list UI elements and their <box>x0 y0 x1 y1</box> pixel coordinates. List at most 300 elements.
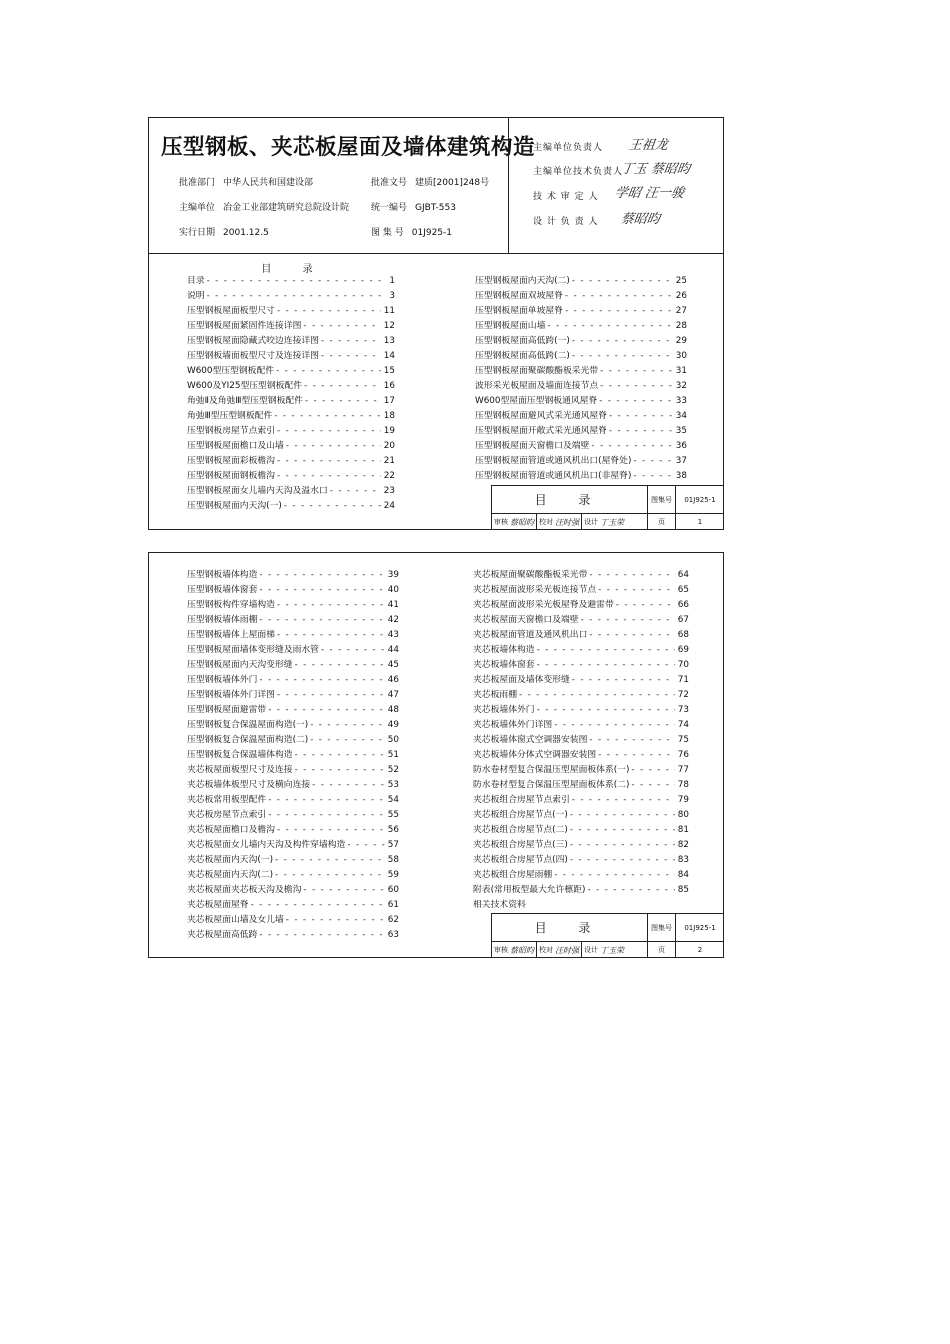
toc-entry-page: 74 <box>677 720 689 730</box>
toc-entry-title: 压型钢板屋面内天沟(二) <box>475 276 570 286</box>
design-signature: 丁玉荣 <box>600 945 624 955</box>
toc-entry-title: 夹芯板屋面天窗檐口及端壁 <box>473 615 579 625</box>
toc-entry <box>475 469 687 484</box>
dot-leader <box>545 319 673 334</box>
dot-leader <box>275 598 385 613</box>
dot-leader <box>319 334 381 349</box>
toc-entry-page: 40 <box>387 585 399 595</box>
toc-column-left <box>187 568 399 943</box>
dot-leader <box>284 913 385 928</box>
toc-entry-page: 31 <box>675 366 687 376</box>
toc-entry <box>475 289 687 304</box>
toc-entry-title: 夹芯板屋面内天沟(一) <box>187 855 274 865</box>
toc-entry <box>187 598 399 613</box>
toc-entry-page: 18 <box>383 411 395 421</box>
toc-entry-page: 68 <box>677 630 689 640</box>
dot-leader <box>266 703 385 718</box>
toc-entry <box>473 883 689 898</box>
toc-entry <box>187 688 399 703</box>
toc-entry <box>473 688 689 703</box>
toc-entry-title: 压型钢板屋面内天沟(一) <box>187 501 282 511</box>
toc-entry <box>187 379 395 394</box>
review-label: 审核 <box>494 946 508 954</box>
toc-entry <box>187 274 395 289</box>
toc-entry <box>473 628 689 643</box>
toc-entry <box>475 454 687 469</box>
toc-entry <box>187 913 399 928</box>
toc-entry <box>187 424 395 439</box>
dot-leader <box>607 424 673 439</box>
dot-leader <box>272 409 381 424</box>
toc-entry-page: 41 <box>387 600 399 610</box>
toc-entry <box>473 598 689 613</box>
dot-leader <box>319 643 385 658</box>
toc-entry-page: 65 <box>677 585 689 595</box>
atlas-title: 压型钢板、夹芯板屋面及墙体建筑构造 <box>161 135 536 160</box>
toc-entry <box>473 823 689 838</box>
toc-entry-page: 72 <box>677 690 689 700</box>
toc-entry-title: 夹芯板组合房屋节点(三) <box>473 840 568 850</box>
dot-leader <box>570 334 673 349</box>
dot-leader <box>345 838 385 853</box>
toc-entry-page: 20 <box>383 441 395 451</box>
toc-entry-title: 相关技术资料 <box>473 900 526 910</box>
dot-leader <box>563 289 673 304</box>
dot-leader <box>293 763 385 778</box>
toc-entry <box>473 613 689 628</box>
dot-leader <box>275 469 381 484</box>
toc-entry <box>475 379 687 394</box>
toc-entry <box>475 304 687 319</box>
responsibles-block <box>509 118 723 254</box>
page-label: 页 <box>648 942 676 958</box>
toc-entry <box>475 439 687 454</box>
toc-entry-title: 夹芯板墙体外门详图 <box>473 720 553 730</box>
dot-leader <box>579 613 675 628</box>
toc-entry-page: 53 <box>387 780 399 790</box>
toc-entry <box>473 808 689 823</box>
toc-entry-title: 压型钢板屋面管道或通风机出口(屋脊处) <box>475 456 632 466</box>
toc-entry-page: 44 <box>387 645 399 655</box>
toc-entry-title: 压型钢板屋面管道或通风机出口(非屋脊) <box>475 471 632 481</box>
toc-entry <box>187 409 395 424</box>
toc-entry <box>187 808 399 823</box>
dot-leader <box>257 928 385 943</box>
unified-number: 统一编号 GJBT-553 <box>371 203 456 213</box>
dot-leader <box>535 658 675 673</box>
toc-entry-page: 85 <box>677 885 689 895</box>
toc-sheet-2 <box>148 552 724 958</box>
toc-entry-title: 夹芯板屋面波形采光板屋脊及避雷带 <box>473 600 614 610</box>
toc-entry-title: 夹芯板墙体构造 <box>473 645 535 655</box>
toc-entry-page: 71 <box>677 675 689 685</box>
toc-entry <box>187 733 399 748</box>
toc-entry-page: 3 <box>389 291 395 301</box>
toc-entry-title: 夹芯板屋面聚碳酸酯板采光带 <box>473 570 588 580</box>
dot-leader <box>301 319 381 334</box>
review-label: 审核 <box>494 518 508 526</box>
toc-entry-title: 夹芯板墙体窗套 <box>473 660 535 670</box>
atlas-no: 01J925-1 <box>676 486 724 514</box>
atlas-label: 图集号 <box>648 914 676 942</box>
signature: 丁玉 蔡昭昀 <box>619 162 691 177</box>
toc-entry <box>473 643 689 658</box>
dot-leader <box>587 568 675 583</box>
toc-entry-title: 夹芯板屋面山墙及女儿墙 <box>187 915 284 925</box>
toc-entry-page: 82 <box>677 840 689 850</box>
toc-entry-page: 22 <box>383 471 395 481</box>
toc-entry-title: 夹芯板屋面板型尺寸及连接 <box>187 765 293 775</box>
chief-editor-unit: 主编单位 冶金工业部建筑研究总院设计院 <box>179 203 350 213</box>
toc-entry <box>187 439 395 454</box>
toc-entry <box>187 718 399 733</box>
toc-entry-title: 防水卷材型复合保温压型屋面板体系(二) <box>473 780 630 790</box>
toc-entry-title: 角弛Ⅲ型压型钢板配件 <box>187 411 273 421</box>
toc-entry <box>187 673 399 688</box>
toc-entry <box>473 778 689 793</box>
toc-entry-page: 42 <box>387 615 399 625</box>
dot-leader <box>535 643 675 658</box>
toc-entry-title: 夹芯板组合房屋节点(二) <box>473 825 568 835</box>
toc-entry-title: 压型钢板屋面天窗檐口及端壁 <box>475 441 590 451</box>
toc-entry-page: 27 <box>675 306 687 316</box>
toc-entry-title: 压型钢板墙体构造 <box>187 570 258 580</box>
sheet-name: 目 录 <box>492 486 648 514</box>
toc-entry-page: 45 <box>387 660 399 670</box>
toc-entry-title: 角弛Ⅱ及角弛Ⅲ型压型钢板配件 <box>187 396 303 406</box>
toc-entry <box>473 853 689 868</box>
toc-entry <box>473 868 689 883</box>
toc-entry-title: 夹芯板组合房屋节点索引 <box>473 795 570 805</box>
toc-entry-page: 57 <box>387 840 399 850</box>
toc-entry <box>473 658 689 673</box>
toc-entry-title: 夹芯板墙体外门 <box>473 705 535 715</box>
atlas-no: 01J925-1 <box>676 914 724 942</box>
toc-column-right <box>473 568 689 913</box>
toc-entry <box>473 718 689 733</box>
toc-entry-title: 压型钢板屋面彩板檐沟 <box>187 456 275 466</box>
toc-entry-page: 29 <box>675 336 687 346</box>
dot-leader <box>205 274 381 289</box>
toc-entry-title: 压型钢板屋面紧固件连接详图 <box>187 321 302 331</box>
toc-entry-page: 67 <box>677 615 689 625</box>
dot-leader <box>249 898 385 913</box>
toc-entry-page: 17 <box>383 396 395 406</box>
toc-entry-title: 压型钢板屋面避风式采光通风屋脊 <box>475 411 607 421</box>
toc-entry <box>473 898 689 913</box>
toc-entry-page: 46 <box>387 675 399 685</box>
page-number: 1 <box>697 518 703 526</box>
toc-entry <box>475 424 687 439</box>
dot-leader <box>568 853 675 868</box>
toc-entry-title: W600及YI25型压型钢板配件 <box>187 381 303 391</box>
signature-row <box>492 514 648 530</box>
toc-entry-title: 夹芯板组合房屋雨棚 <box>473 870 553 880</box>
toc-entry-title: 夹芯板屋面及墙体变形缝 <box>473 675 570 685</box>
toc-entry <box>187 319 395 334</box>
resp-tech-chief: 主编单位技术负责人 <box>533 167 624 177</box>
toc-entry <box>473 748 689 763</box>
toc-entry <box>187 778 399 793</box>
header-title-block <box>149 118 536 254</box>
dot-leader <box>319 349 381 364</box>
toc-entry-title: W600型压型钢板配件 <box>187 366 275 376</box>
toc-entry <box>475 319 687 334</box>
toc-entry <box>475 409 687 424</box>
toc-entry <box>473 568 689 583</box>
toc-entry-title: 夹芯板屋面女儿墙内天沟及构件穿墙构造 <box>187 840 346 850</box>
toc-entry-title: 压型钢板屋面单坡屋脊 <box>475 306 563 316</box>
toc-entry-title: 说明 <box>187 291 205 301</box>
toc-entry <box>475 394 687 409</box>
toc-entry-page: 36 <box>675 441 687 451</box>
toc-entry-title: 波形采光板屋面及墙面连接节点 <box>475 381 599 391</box>
toc-entry <box>187 334 395 349</box>
toc-entry-title: 压型钢板屋面高低跨(二) <box>475 351 570 361</box>
dot-leader <box>585 883 675 898</box>
toc-entry-title: 压型钢板复合保温屋面构造(二) <box>187 735 309 745</box>
toc-entry-page: 15 <box>383 366 395 376</box>
dot-leader <box>266 793 385 808</box>
toc-entry <box>187 823 399 838</box>
toc-entry-page: 38 <box>675 471 687 481</box>
toc-entry-page: 60 <box>387 885 399 895</box>
atlas-label: 图集号 <box>648 486 676 514</box>
toc-entry <box>473 703 689 718</box>
toc-entry-title: 夹芯板组合房屋节点(四) <box>473 855 568 865</box>
dot-leader <box>568 823 675 838</box>
toc-entry <box>473 793 689 808</box>
dot-leader <box>596 583 675 598</box>
signature: 蔡昭昀 <box>619 212 661 227</box>
review-signature: 蔡昭昀 <box>510 517 534 527</box>
toc-entry-title: 压型钢板屋面女儿墙内天沟及溢水口 <box>187 486 328 496</box>
toc-entry-page: 79 <box>677 795 689 805</box>
toc-entry <box>475 364 687 379</box>
toc-entry-page: 76 <box>677 750 689 760</box>
toc-column-left <box>187 274 395 514</box>
toc-entry-page: 75 <box>677 735 689 745</box>
dot-leader <box>257 673 385 688</box>
toc-entry-page: 52 <box>387 765 399 775</box>
toc-column-right <box>475 274 687 484</box>
toc-entry-title: 夹芯板屋面高低跨 <box>187 930 258 940</box>
dot-leader <box>275 424 381 439</box>
toc-entry <box>187 613 399 628</box>
toc-entry-title: 夹芯板组合房屋节点(一) <box>473 810 568 820</box>
dot-leader <box>570 673 675 688</box>
design-signature: 丁玉荣 <box>600 517 624 527</box>
toc-entry-title: 夹芯板常用板型配件 <box>187 795 267 805</box>
toc-entry-page: 28 <box>675 321 687 331</box>
toc-entry-page: 81 <box>677 825 689 835</box>
resp-tech-review: 技 术 审 定 人 <box>533 192 599 202</box>
toc-entry-title: 压型钢板屋面檐口及山墙 <box>187 441 284 451</box>
review-signature: 蔡昭昀 <box>510 945 534 955</box>
dot-leader <box>274 364 381 379</box>
toc-entry-page: 34 <box>675 411 687 421</box>
toc-entry-page: 23 <box>383 486 395 496</box>
toc-entry <box>473 763 689 778</box>
dot-leader <box>597 394 673 409</box>
signature-row <box>492 942 648 958</box>
dot-leader <box>205 289 381 304</box>
toc-entry-title: 夹芯板屋面内天沟(二) <box>187 870 274 880</box>
dot-leader <box>308 733 385 748</box>
toc-entry <box>187 349 395 364</box>
toc-entry-page: 49 <box>387 720 399 730</box>
signature: 学昭 汪一骏 <box>613 186 685 201</box>
toc-entry-title: 压型钢板屋面双坡屋脊 <box>475 291 563 301</box>
toc-entry <box>187 583 399 598</box>
toc-entry-page: 64 <box>677 570 689 580</box>
toc-entry <box>187 289 395 304</box>
toc-entry-title: 夹芯板墙体板型尺寸及横向连接 <box>187 780 311 790</box>
check-signature: 汪时强 <box>555 945 579 955</box>
dot-leader <box>257 583 385 598</box>
toc-entry-title: 夹芯板墙体分体式空调器安装图 <box>473 750 597 760</box>
toc-entry-title: 防水卷材型复合保温压型屋面板体系(一) <box>473 765 630 775</box>
toc-entry-page: 73 <box>677 705 689 715</box>
approval-dept: 批准部门 中华人民共和国建设部 <box>179 178 314 188</box>
toc-entry <box>187 703 399 718</box>
dot-leader <box>517 688 675 703</box>
dot-leader <box>570 274 673 289</box>
design-label: 设计 <box>584 518 598 526</box>
toc-entry <box>187 628 399 643</box>
dot-leader <box>257 568 385 583</box>
toc-entry-page: 14 <box>383 351 395 361</box>
dot-leader <box>596 748 675 763</box>
toc-entry-page: 19 <box>383 426 395 436</box>
toc-entry-title: 夹芯板屋面屋脊 <box>187 900 249 910</box>
dot-leader <box>629 763 675 778</box>
toc-entry-title: 压型钢板墙面板型尺寸及连接详图 <box>187 351 319 361</box>
toc-entry <box>187 883 399 898</box>
toc-entry-page: 80 <box>677 810 689 820</box>
dot-leader <box>293 748 385 763</box>
toc-entry <box>475 349 687 364</box>
dot-leader <box>273 868 385 883</box>
toc-entry-page: 77 <box>677 765 689 775</box>
toc-entry-title: 夹芯板屋面波形采光板连接节点 <box>473 585 597 595</box>
page-number: 2 <box>697 946 703 954</box>
dot-leader <box>535 703 675 718</box>
toc-entry-title: 压型钢板构件穿墙构造 <box>187 600 275 610</box>
dot-leader <box>614 598 675 613</box>
design-label: 设计 <box>584 946 598 954</box>
toc-entry-page: 30 <box>675 351 687 361</box>
dot-leader <box>275 454 381 469</box>
toc-entry <box>187 484 395 499</box>
resp-chief-unit: 主编单位负责人 <box>533 143 604 153</box>
toc-entry-title: 夹芯板屋面管道及通风机出口 <box>473 630 588 640</box>
toc-entry-page: 43 <box>387 630 399 640</box>
toc-entry-page: 37 <box>675 456 687 466</box>
toc-entry-page: 11 <box>383 306 395 316</box>
toc-entry-page: 33 <box>675 396 687 406</box>
dot-leader <box>631 469 673 484</box>
dot-leader <box>598 364 673 379</box>
toc-entry-title: 压型钢板房屋节点索引 <box>187 426 275 436</box>
title-block <box>491 913 723 957</box>
toc-entry-page: 13 <box>383 336 395 346</box>
toc-entry-page: 26 <box>675 291 687 301</box>
toc-entry-page: 12 <box>383 321 395 331</box>
toc-entry-title: 压型钢板屋面板型尺寸 <box>187 306 275 316</box>
toc-entry-page: 70 <box>677 660 689 670</box>
toc-entry <box>187 868 399 883</box>
toc-heading: 目 录 <box>261 264 327 275</box>
dot-leader <box>282 499 381 514</box>
toc-entry-page: 66 <box>677 600 689 610</box>
toc-entry <box>187 568 399 583</box>
dot-leader <box>266 808 385 823</box>
dot-leader <box>302 379 381 394</box>
toc-entry-page: 32 <box>675 381 687 391</box>
toc-entry <box>187 853 399 868</box>
toc-entry <box>473 733 689 748</box>
toc-entry-page <box>675 898 689 913</box>
toc-entry <box>187 394 395 409</box>
dot-leader <box>273 853 385 868</box>
toc-entry-title: 压型钢板复合保温墙体构造 <box>187 750 293 760</box>
dot-leader <box>310 778 385 793</box>
dot-leader <box>598 379 673 394</box>
toc-entry <box>187 304 395 319</box>
dot-leader <box>631 454 673 469</box>
toc-entry-page: 55 <box>387 810 399 820</box>
dot-leader <box>570 349 673 364</box>
toc-entry <box>187 469 395 484</box>
check-signature: 汪时强 <box>555 517 579 527</box>
toc-entry <box>187 898 399 913</box>
toc-entry <box>187 928 399 943</box>
dot-leader <box>275 628 385 643</box>
toc-entry-title: 夹芯板雨棚 <box>473 690 517 700</box>
dot-leader <box>275 823 385 838</box>
dot-leader <box>301 883 385 898</box>
toc-entry-page: 35 <box>675 426 687 436</box>
toc-entry <box>187 364 395 379</box>
toc-entry-page: 62 <box>387 915 399 925</box>
toc-entry <box>187 658 399 673</box>
toc-entry-page: 24 <box>383 501 395 511</box>
dot-leader <box>284 439 381 454</box>
toc-entry-title: 压型钢板屋面钢板檐沟 <box>187 471 275 481</box>
toc-entry <box>187 763 399 778</box>
toc-entry <box>187 748 399 763</box>
toc-entry-title: 夹芯板屋面檐口及檐沟 <box>187 825 275 835</box>
dot-leader <box>275 304 381 319</box>
dot-leader <box>570 793 675 808</box>
sheet-name: 目 录 <box>492 914 648 942</box>
dot-leader <box>587 733 675 748</box>
toc-entry <box>187 454 395 469</box>
toc-entry-title: 压型钢板屋面隐藏式咬边连接详图 <box>187 336 319 346</box>
dot-leader <box>563 304 673 319</box>
toc-entry-page: 51 <box>387 750 399 760</box>
dot-leader <box>275 688 385 703</box>
toc-entry-page: 54 <box>387 795 399 805</box>
toc-entry-title: 压型钢板墙体雨棚 <box>187 615 258 625</box>
toc-entry-page: 21 <box>383 456 395 466</box>
effective-date: 实行日期 2001.12.5 <box>179 228 269 238</box>
check-label: 校对 <box>539 946 553 954</box>
toc-entry-title: 压型钢板复合保温屋面构造(一) <box>187 720 309 730</box>
toc-entry-title: 附表(常用板型最大允许檩距) <box>473 885 586 895</box>
resp-design-chief: 设 计 负 责 人 <box>533 217 599 227</box>
